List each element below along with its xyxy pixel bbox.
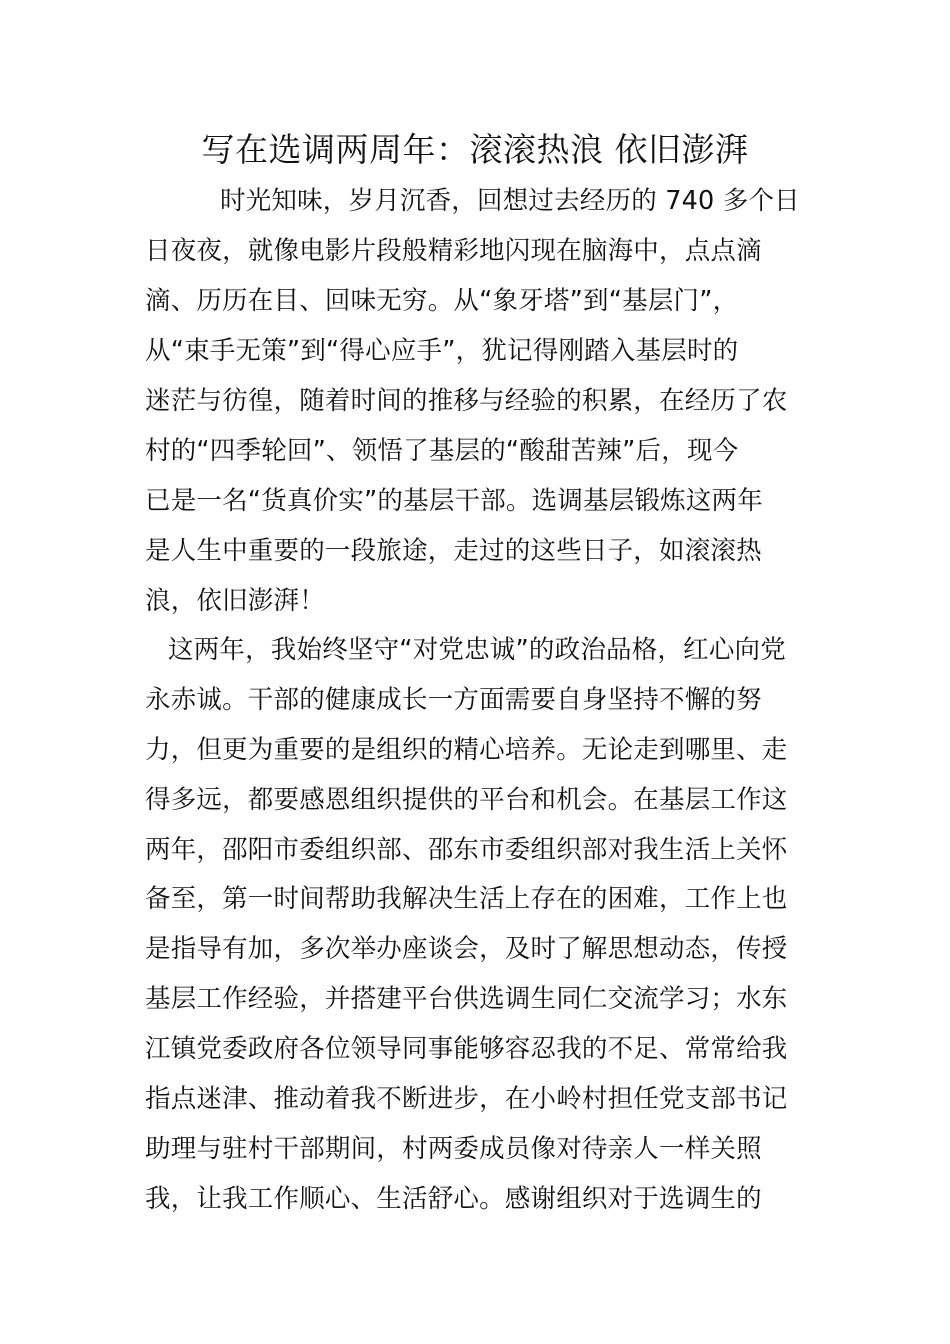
paragraph-1-line-2: 日夜夜，就像电影片段般精彩地闪现在脑海中，点点滴: [145, 236, 762, 266]
paragraph-1-line-7: 已是一名“货真价实”的基层干部。选调基层锻炼这两年: [145, 486, 763, 516]
paragraph-1-line-4: 从“束手无策”到“得心应手”，犹记得刚踏入基层时的: [145, 336, 739, 366]
paragraph-2-line-11: 助理与驻村干部期间，村两委成员像对待亲人一样关照: [145, 1134, 762, 1164]
paragraph-2-line-4: 得多远，都要感恩组织提供的平台和机会。在基层工作这: [145, 785, 788, 815]
paragraph-2-line-1: 这两年，我始终坚守“对党忠诚”的政治品格，红心向党: [168, 635, 786, 665]
paragraph-2-line-6: 备至，第一时间帮助我解决生活上存在的困难，工作上也: [145, 884, 788, 914]
paragraph-1-line-9: 浪，依旧澎湃！: [145, 586, 325, 616]
paragraph-1-line-3: 滴、历历在目、回味无穷。从“象牙塔”到“基层门”，: [145, 286, 739, 316]
paragraph-2-line-10: 指点迷津、推动着我不断进步，在小岭村担任党支部书记: [145, 1084, 788, 1114]
paragraph-1-line-8: 是人生中重要的一段旅途，走过的这些日子，如滚滚热: [145, 536, 762, 566]
paragraph-2-line-12: 我，让我工作顺心、生活舒心。感谢组织对于选调生的: [145, 1184, 762, 1214]
paragraph-2-line-2: 永赤诚。干部的健康成长一方面需要自身坚持不懈的努: [145, 685, 762, 715]
paragraph-1-line-1: 时光知味，岁月沉香，回想过去经历的 740 多个日: [220, 186, 800, 216]
paragraph-2-line-7: 是指导有加，多次举办座谈会，及时了解思想动态，传授: [145, 934, 788, 964]
paragraph-2-line-9: 江镇党委政府各位领导同事能够容忍我的不足、常常给我: [145, 1034, 788, 1064]
paragraph-2-line-3: 力，但更为重要的是组织的精心培养。无论走到哪里、走: [145, 735, 788, 765]
paragraph-2-line-5: 两年，邵阳市委组织部、邵东市委组织部对我生活上关怀: [145, 835, 788, 865]
document-title: 写在选调两周年：滚滚热浪 依旧澎湃: [201, 130, 749, 169]
paragraph-2-line-8: 基层工作经验，并搭建平台供选调生同仁交流学习；水东: [145, 984, 788, 1014]
paragraph-1-line-5: 迷茫与彷徨，随着时间的推移与经验的积累，在经历了农: [145, 386, 788, 416]
paragraph-1-line-6: 村的“四季轮回”、领悟了基层的“酸甜苦辣”后，现今: [145, 436, 739, 466]
